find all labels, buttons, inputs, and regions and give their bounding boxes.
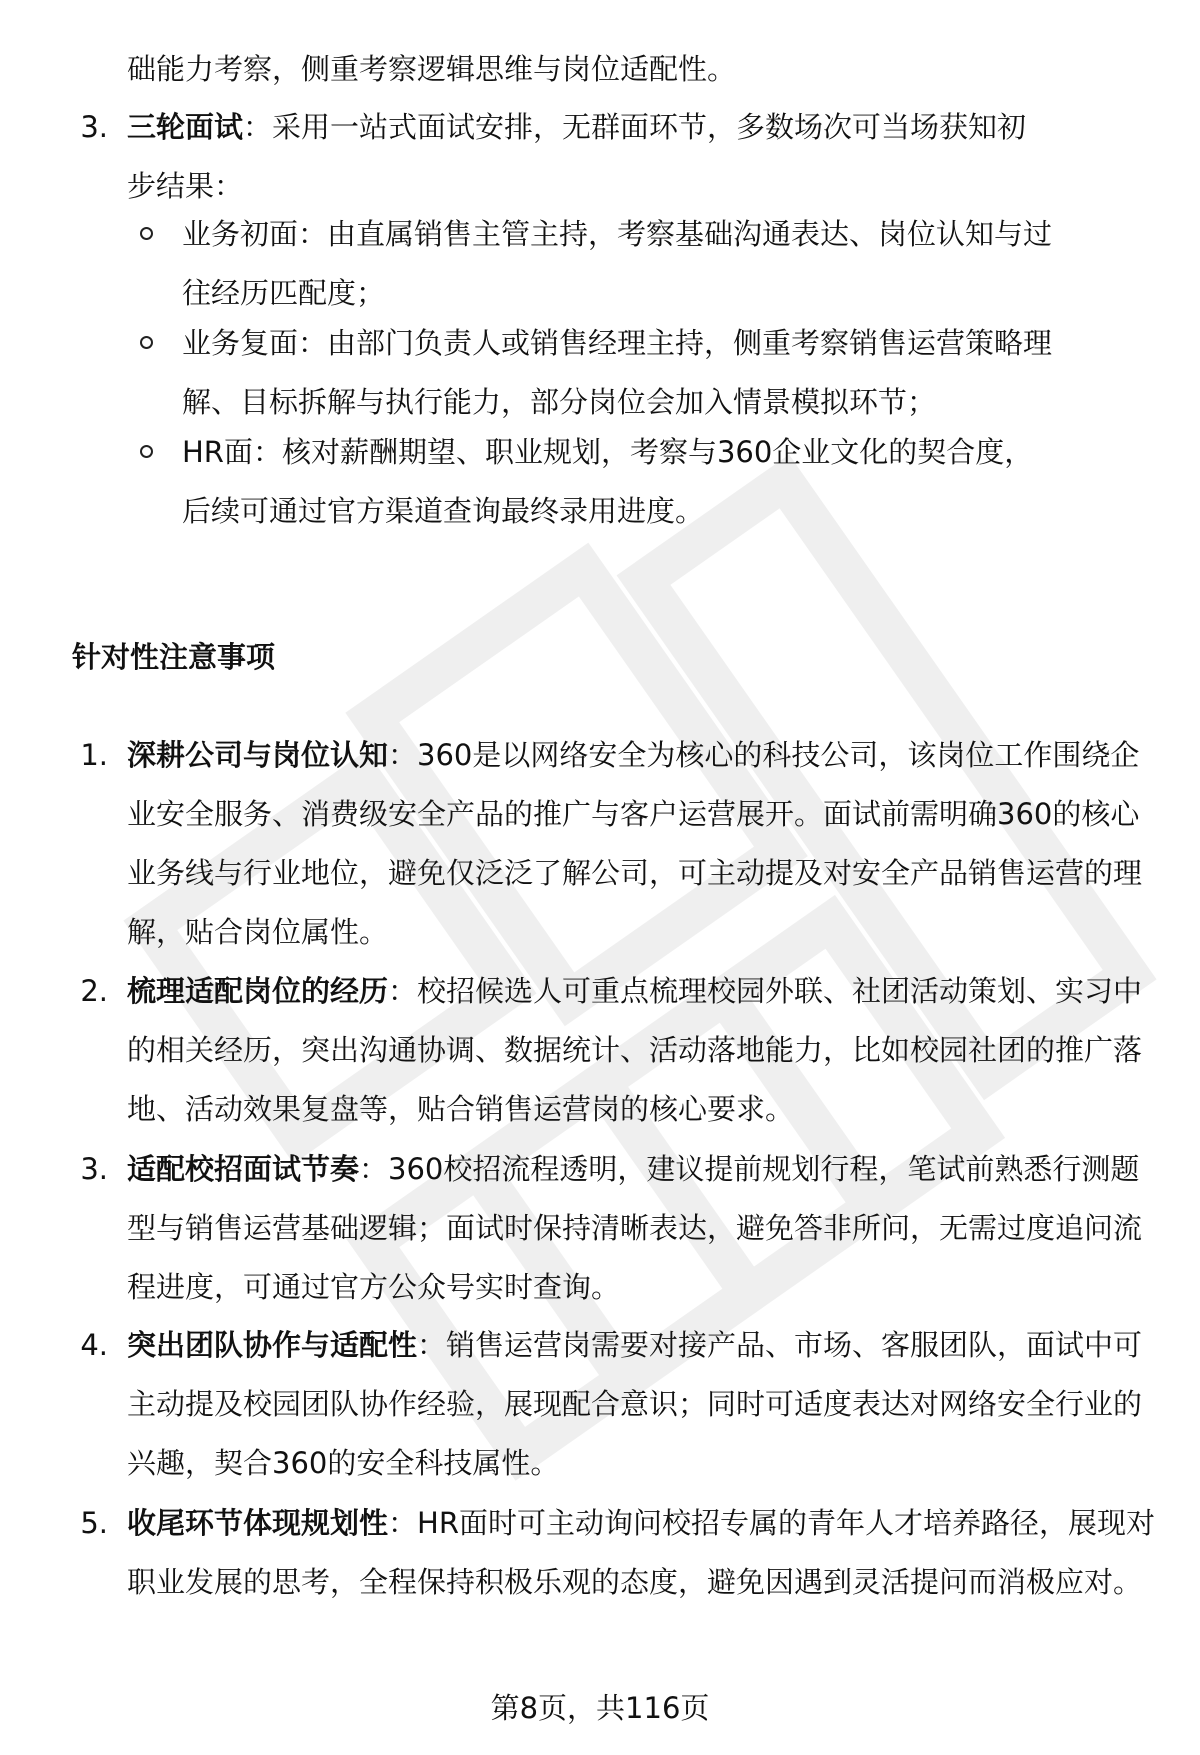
list-number: 2. bbox=[80, 974, 108, 1008]
continuation-text: 础能力考察，侧重考察逻辑思维与岗位适配性。 bbox=[127, 52, 737, 86]
list-item-teamwork bbox=[127, 1316, 1147, 1493]
list-item-text: ：采用一站式面试安排，无群面环节，多数场次可当场获知初步结果： bbox=[127, 110, 1027, 203]
list-item-title: 三轮面试 bbox=[127, 110, 244, 144]
list-item-text: ：HR面时可主动询问校招专属的青年人才培养路径，展现对职业发展的思考，全程保持积极乐观的态度，避免因遇到灵活提问而消极应对。 bbox=[127, 1506, 1155, 1599]
list-number: 1. bbox=[80, 738, 108, 772]
list-item-experience bbox=[127, 962, 1147, 1139]
list-item-text: ：校招候选人可重点梳理校园外联、社团活动策划、实习中的相关经历，突出沟通协调、数据统计、活动落地能力，比如校园社团的推广落地、活动效果复盘等，贴合销售运营岗的核心要求。 bbox=[127, 974, 1143, 1126]
sub-item-second-interview: 业务复面：由部门负责人或销售经理主持，侧重考察销售运营策略理解、目标拆解与执行能力，部分岗位会加入情景模拟环节； bbox=[182, 326, 1053, 419]
list-item-title: 突出团队协作与适配性 bbox=[127, 1328, 418, 1362]
list-item-closing bbox=[127, 1494, 1157, 1612]
list-number: 3. bbox=[80, 1152, 108, 1186]
list-item-text: ：360是以网络安全为核心的科技公司，该岗位工作围绕企业安全服务、消费级安全产品的推广与客户运营展开。面试前需明确360的核心业务线与行业地位，避免仅泛泛了解公司，可主动提及对安全产品销售运营的理解，贴合岗位属性。 bbox=[127, 738, 1143, 949]
section-heading: 针对性注意事项 bbox=[72, 640, 276, 674]
bullet-circle-icon bbox=[140, 336, 153, 349]
list-number: 5. bbox=[80, 1506, 108, 1540]
list-item-interview-rhythm bbox=[127, 1140, 1147, 1317]
list-item-text: ：360校招流程透明，建议提前规划行程，笔试前熟悉行测题型与销售运营基础逻辑；面试时保持清晰表达，避免答非所问，无需过度追问流程进度，可通过官方公众号实时查询。 bbox=[127, 1152, 1143, 1304]
sub-item-first-interview: 业务初面：由直属销售主管主持，考察基础沟通表达、岗位认知与过往经历匹配度； bbox=[182, 217, 1053, 310]
list-item-title: 深耕公司与岗位认知 bbox=[127, 738, 389, 772]
list-item-company-awareness bbox=[127, 726, 1147, 962]
sub-item-hr-interview: HR面：核对薪酬期望、职业规划，考察与360企业文化的契合度，后续可通过官方渠道查询最终录用进度。 bbox=[182, 435, 1034, 528]
list-item-interview-rounds bbox=[127, 98, 1027, 216]
bullet-circle-icon bbox=[140, 445, 153, 458]
list-item-title: 适配校招面试节奏 bbox=[127, 1152, 360, 1186]
list-item-text: ：销售运营岗需要对接产品、市场、客服团队，面试中可主动提及校园团队协作经验，展现配合意识；同时可适度表达对网络安全行业的兴趣，契合360的安全科技属性。 bbox=[127, 1328, 1143, 1480]
page-number: 第8页，共116页 bbox=[490, 1691, 710, 1725]
list-item-title: 收尾环节体现规划性 bbox=[127, 1506, 389, 1540]
bullet-circle-icon bbox=[140, 227, 153, 240]
list-item-title: 梳理适配岗位的经历 bbox=[127, 974, 389, 1008]
list-number: 4. bbox=[80, 1328, 108, 1362]
list-number: 3. bbox=[80, 110, 108, 144]
